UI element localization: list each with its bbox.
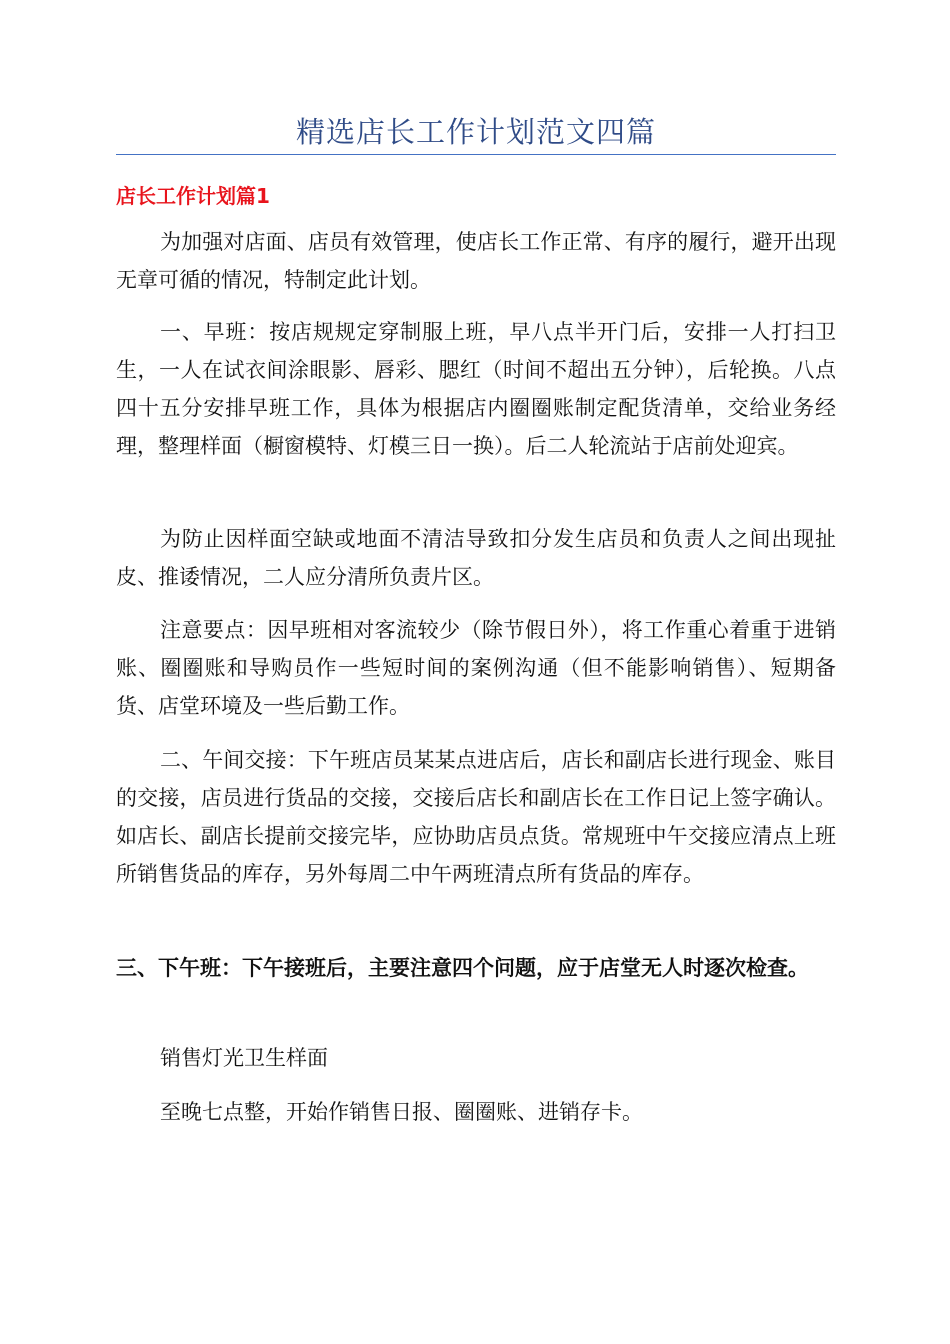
paragraph: 二、午间交接：下午班店员某某点进店后，店长和副店长进行现金、账目的交接，店员进行货品的交接，交接后店长和副店长在工作日记上签字确认。如店长、副店长提前交接完毕，应协助店员点货。常规班中午交接应清点上班所销售货品的库存，另外每周二中午两班清点所有货品的库存。 bbox=[116, 748, 836, 886]
paragraph-bold: 三、下午班：下午接班后，主要注意四个问题，应于店堂无人时逐次检查。 bbox=[116, 955, 809, 980]
paragraph: 销售灯光卫生样面 bbox=[160, 1046, 328, 1070]
paragraph-prevention bbox=[116, 520, 836, 596]
paragraph-morning-shift bbox=[116, 313, 836, 465]
section-heading: 店长工作计划篇1 bbox=[116, 184, 270, 208]
title-underline bbox=[116, 154, 836, 155]
paragraph-notes bbox=[116, 611, 836, 725]
paragraph: 注意要点：因早班相对客流较少（除节假日外），将工作重心着重于进销账、圈圈账和导购员作一些短时间的案例沟通（但不能影响销售）、短期备货、店堂环境及一些后勤工作。 bbox=[116, 618, 836, 718]
paragraph-check-items bbox=[116, 1039, 836, 1077]
paragraph-intro bbox=[116, 223, 836, 299]
paragraph: 为加强对店面、店员有效管理，使店长工作正常、有序的履行，避开出现无章可循的情况，特制定此计划。 bbox=[116, 230, 836, 292]
paragraph-noon-handover bbox=[116, 741, 836, 893]
document-title: 精选店长工作计划范文四篇 bbox=[295, 115, 656, 149]
paragraph: 为防止因样面空缺或地面不清洁导致扣分发生店员和负责人之间出现扯皮、推诿情况，二人应分清所负责片区。 bbox=[116, 527, 836, 589]
paragraph-afternoon-shift bbox=[116, 949, 836, 987]
paragraph: 一、早班：按店规规定穿制服上班，早八点半开门后，安排一人打扫卫生，一人在试衣间涂眼影、唇彩、腮红（时间不超出五分钟），后轮换。八点四十五分安排早班工作，具体为根据店内圈圈账制定配货清单，交给业务经理，整理样面（橱窗模特、灯模三日一换）。后二人轮流站于店前处迎宾。 bbox=[116, 320, 836, 458]
paragraph-evening bbox=[116, 1093, 836, 1131]
paragraph: 至晚七点整，开始作销售日报、圈圈账、进销存卡。 bbox=[160, 1100, 643, 1124]
